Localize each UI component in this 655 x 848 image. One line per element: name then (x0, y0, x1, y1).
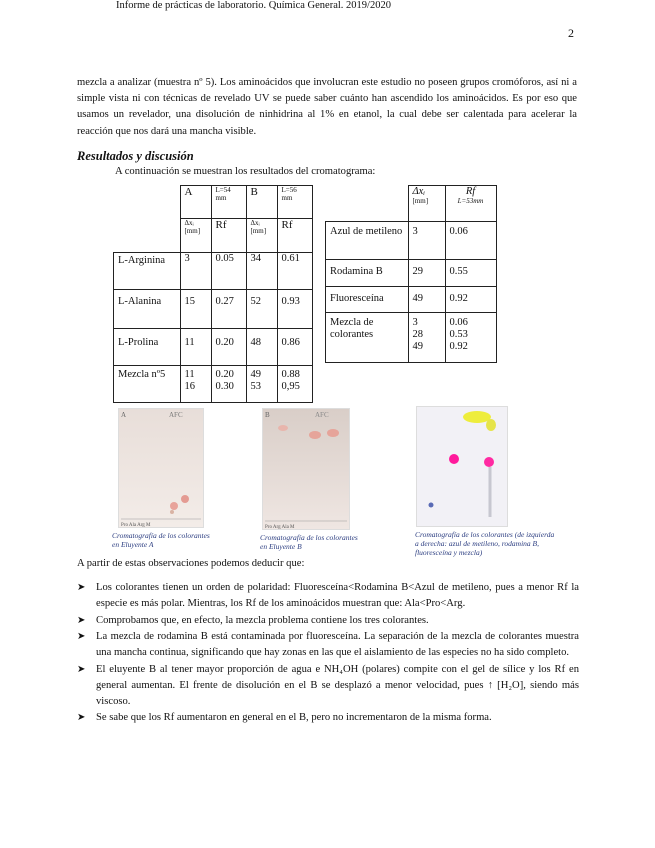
spot (309, 431, 321, 439)
col-a-label: A (184, 186, 193, 198)
sub-dx-a: Δxᵢ [mm] (184, 219, 201, 235)
rodamina-spot (449, 454, 459, 464)
svg-text:B: B (265, 411, 270, 419)
arrow-icon: ➤ (77, 582, 86, 593)
spot (278, 425, 288, 431)
plate-photo-b (262, 408, 350, 530)
plate-photo-dyes (416, 406, 508, 527)
section-title: Resultados y discusión (77, 149, 194, 163)
plate-dyes-svg (417, 407, 507, 526)
col-b-front: L=56 mm (281, 186, 297, 202)
spot (486, 419, 496, 431)
sub-rf-b: Rf (281, 219, 293, 231)
fluoresceina-spot (463, 411, 491, 423)
plate-b-svg (263, 409, 349, 529)
spot (327, 429, 339, 437)
svg-text:Pro Arg Ala M: Pro Arg Ala M (265, 525, 295, 529)
plate-photo-a (118, 408, 204, 528)
arrow-icon: ➤ (77, 663, 86, 675)
table-row: L-Alanina 15 0.27 52 0.93 (114, 290, 313, 329)
list-item: ➤ Comprobamos que, en efecto, la mezcla problema contiene los tres colorantes. (77, 613, 579, 629)
page-header: Informe de prácticas de laboratorio. Química General. 2019/2020 (116, 0, 391, 11)
col-b-label: B (250, 186, 258, 198)
plate-a-svg (119, 409, 203, 527)
table-row: L-Prolina 11 0.20 48 0.86 (114, 329, 313, 366)
spot (181, 495, 189, 503)
aminoacid-table (113, 185, 313, 403)
table-row: L-Arginina 3 0.05 34 0.61 (114, 253, 313, 290)
spot (170, 510, 174, 514)
sub-rf-a: Rf (215, 219, 227, 231)
list-item: ➤ Los colorantes tienen un orden de polaridad: Fluoresceína<Rodamina B<Azul de metileno, pues a menor Rf la especie es más polar. Mientras, los Rf de los aminoácidos muestran que: Ala<Pro<Arg. (77, 582, 579, 609)
list-item: ➤ El eluyente B al tener mayor proporción de agua e NH₄OH (polares) compite con el gel de sílice y los Rf en general aumentan. El frente de disolución en el B se desplazó a menor velocidad, pues ↑ [H₂O], siendo más viscoso. (77, 663, 579, 707)
svg-text:AFC: AFC (169, 411, 183, 419)
table-row: Fluoresceína 49 0.92 (326, 287, 497, 313)
conclusion-list (77, 580, 579, 727)
svg-text:AFC: AFC (315, 411, 329, 419)
caption-b: Cromatografía de los colorantes en Eluyente B (260, 533, 358, 551)
table-row: Mezcla nº5 11 16 0.20 0.30 49 53 0.88 0,95 (114, 366, 313, 403)
rodamina-spot (484, 457, 494, 467)
caption-a: Cromatografía de los colorantes en Eluyente A (112, 531, 210, 549)
dye-table: Δxᵢ [mm] Rf L=53mm Azul de metileno 3 0.06 Rodamina B 29 0.55 Fluoresceína 49 0.92 Mezcla de colorantes 3 28 49 0.06 0.53 0.92 (325, 185, 497, 363)
table-row: Mezcla de colorantes 3 28 49 0.06 0.53 0.92 (326, 313, 497, 363)
caption-c: Cromatografía de los colorantes (de izquierda a derecha: azul de metileno, rodamina B, fluoresceína y mezcla) (415, 530, 555, 557)
page-number: 2 (568, 26, 574, 40)
list-item: ➤ Se sabe que los Rf aumentaron en general en el B, pero no incrementaron de la misma forma. (77, 710, 579, 726)
section-intro: A continuación se muestran los resultados del cromatograma: (115, 166, 376, 177)
sub-dx-b: Δxᵢ [mm] (250, 219, 267, 235)
intro-paragraph: mezcla a analizar (muestra nº 5). Los aminoácidos que involucran este estudio no poseen grupos cromóforos, así ni a simple vista ni con técnicas de revelado UV se puede saber cuánto han ascendido los aminoácidos. Es por eso que usamos un revelador, una disolución de ninhidrina al 1% en etanol, la cual debe ser calentada para acelerar la reacción que nos dará una mancha visible. (77, 77, 577, 137)
arrow-icon: ➤ (77, 712, 86, 724)
azul-spot (429, 503, 434, 508)
svg-text:A: A (121, 411, 127, 419)
spot (170, 502, 178, 510)
col-a-front: L=54 mm (215, 186, 231, 202)
list-item: ➤ La mezcla de rodamina B está contaminada por fluoresceína. La separación de la mezcla de colorantes muestra una mancha continua, significando que hay zonas en las que el aislamiento de las especies no ha sido completo. (77, 631, 579, 659)
conclusion-intro: A partir de estas observaciones podemos deducir que: (77, 558, 305, 569)
svg-text:Pro Ala Arg M: Pro Ala Arg M (121, 523, 151, 527)
arrow-icon: ➤ (77, 614, 86, 626)
arrow-icon: ➤ (77, 631, 86, 643)
table-row: Azul de metileno 3 0.06 (326, 222, 497, 260)
table-row: Rodamina B 29 0.55 (326, 260, 497, 287)
